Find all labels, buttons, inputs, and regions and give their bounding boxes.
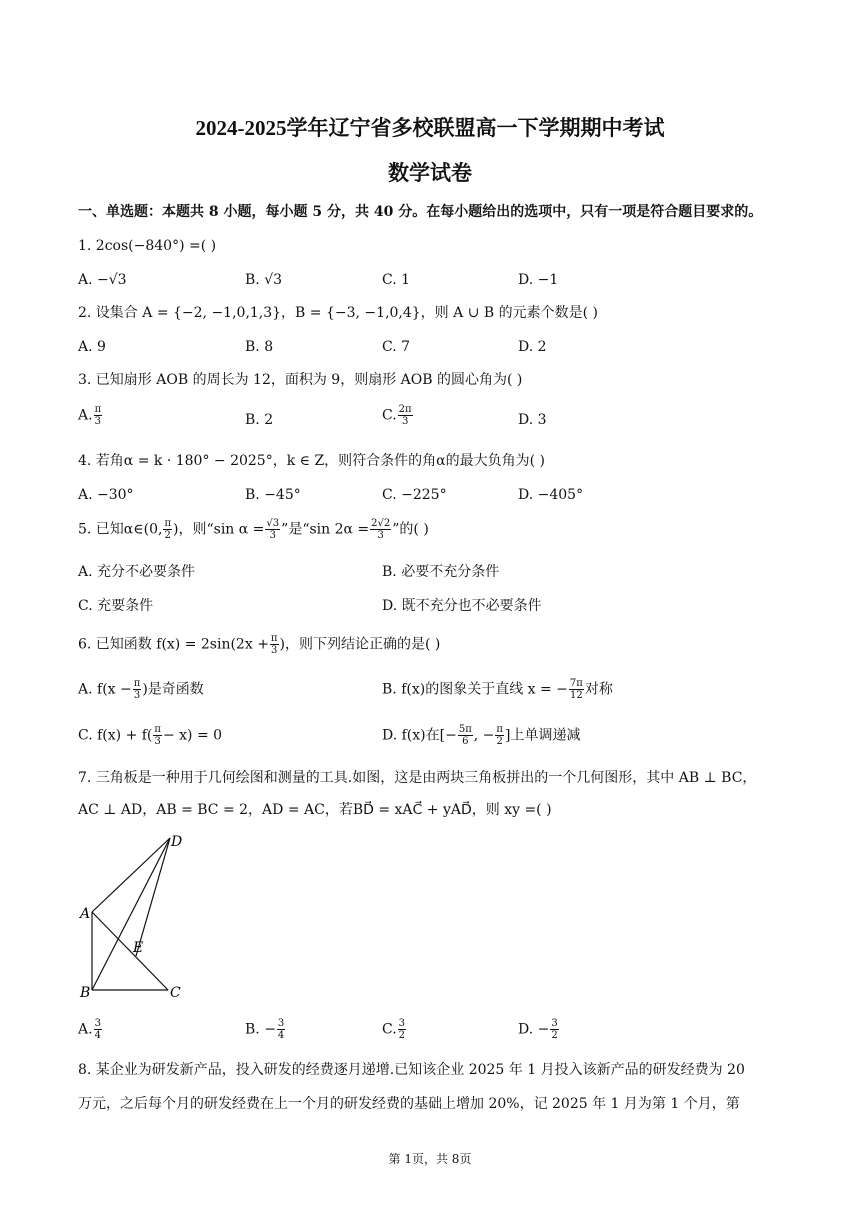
segment-ad: [92, 838, 170, 912]
q3-option-a-prefix: A.: [78, 407, 93, 424]
q6-option-a: [78, 678, 204, 701]
q5-option-c: C. 充要条件: [78, 598, 154, 614]
q6-option-a-part-b: )是奇函数: [142, 681, 204, 698]
fraction-numerator: 3: [94, 1018, 101, 1029]
q6-option-d-fraction-1: [458, 724, 473, 747]
q1-option-b: B. √3: [245, 272, 283, 288]
triangle-figure: [78, 830, 198, 1009]
label-a: A: [80, 906, 91, 922]
fraction-denominator: 4: [94, 1030, 101, 1041]
exam-title: 2024-2025学年辽宁省多校联盟高一下学期期中考试: [195, 116, 665, 140]
q6-option-d-fraction-2: [495, 724, 504, 747]
fraction-numerator: 3: [277, 1018, 285, 1029]
q3-option-a-fraction: [94, 404, 103, 427]
q7-option-d-fraction: [550, 1018, 558, 1041]
q5-option-b: B. 必要不充分条件: [382, 564, 500, 580]
fraction-denominator: 6: [462, 736, 469, 747]
q2-stem: 2. 设集合 A = {−2, −1,0,1,3}，B = {−3, −1,0,4}，则 A ∪ B 的元素个数是( ): [78, 305, 598, 321]
q7-stem-line-2: AC ⊥ AD，AB = BC = 2，AD = AC，若BD⃗ = xAC⃗ + yAD⃗，则 xy =( ): [78, 802, 552, 818]
q6-stem-part-a: 6. 已知函数 f(x) = 2sin(2x +: [78, 636, 269, 653]
label-c: C: [170, 985, 181, 1001]
q5-fraction-2: [370, 518, 391, 541]
q3-option-c: [382, 404, 414, 427]
q5-stem-fraction: [163, 518, 172, 541]
q3-option-c-fraction: [398, 404, 413, 427]
fraction-denominator: 3: [269, 530, 276, 541]
q2-option-c: C. 7: [382, 339, 411, 355]
fraction-denominator: 3: [377, 530, 384, 541]
fraction-numerator: 7π: [569, 678, 583, 689]
q7-option-c-fraction: [398, 1018, 406, 1041]
fraction-denominator: 3: [133, 690, 141, 701]
fraction-denominator: 12: [570, 690, 583, 701]
q3-option-d: D. 3: [518, 412, 547, 428]
q4-option-a: A. −30°: [78, 487, 134, 503]
q5-fraction-1: [265, 518, 280, 541]
q7-option-d-prefix: D. −: [518, 1021, 550, 1038]
q6-option-b-fraction: [569, 678, 584, 701]
fraction-numerator: 3: [551, 1018, 558, 1029]
fraction-numerator: π: [94, 404, 102, 415]
q6-option-c: [78, 724, 222, 747]
fraction-denominator: 2: [496, 736, 503, 747]
q3-option-b: B. 2: [245, 412, 274, 428]
q6-option-c-part-a: C. f(x) + f(: [78, 727, 153, 744]
segment-de: [136, 838, 170, 956]
q6-option-d: [382, 724, 580, 747]
segment-bd: [92, 838, 170, 990]
fraction-numerator: π: [133, 678, 141, 689]
fraction-denominator: 4: [277, 1030, 285, 1041]
exam-subtitle: 数学试卷: [388, 161, 472, 185]
q6-option-b-part-a: B. f(x)的图象关于直线 x = −: [382, 681, 568, 698]
q5-stem-part-a: 5. 已知α∈(0,: [78, 521, 163, 538]
q5-stem: [78, 518, 429, 541]
q7-option-b-prefix: B. −: [245, 1021, 276, 1038]
q8-stem-line-2: 万元，之后每个月的研发经费在上一个月的研发经费的基础上增加 20%，记 2025 年 1 月为第 1 个月，第: [78, 1096, 740, 1112]
section-heading: 一、单选题：本题共 8 小题，每小题 5 分，共 40 分。在每小题给出的选项中，只有一项是符合题目要求的。: [78, 204, 763, 220]
label-d: D: [171, 834, 183, 850]
fraction-denominator: 2: [164, 530, 171, 541]
q6-stem-part-b: )，则下列结论正确的是( ): [279, 636, 441, 653]
q3-option-c-prefix: C.: [382, 407, 397, 424]
q4-option-c: C. −225°: [382, 487, 447, 503]
q7-option-c: [382, 1018, 407, 1041]
q6-option-c-part-b: − x) = 0: [162, 727, 223, 744]
label-b: B: [80, 985, 91, 1001]
fraction-numerator: 2π: [398, 404, 412, 415]
fraction-numerator: π: [496, 724, 503, 735]
page-footer: 第 1页，共 8页: [388, 1152, 472, 1166]
fraction-numerator: √3: [266, 518, 280, 529]
q6-option-d-part-a: D. f(x)在[−: [382, 727, 457, 744]
segment-ac: [92, 912, 168, 990]
q6-stem-fraction: [270, 633, 279, 656]
fraction-denominator: 3: [94, 416, 102, 427]
q1-option-d: D. −1: [518, 272, 559, 288]
q6-option-b: [382, 678, 613, 701]
q6-stem: [78, 633, 440, 656]
q1-stem: 1. 2cos(−840°) =( ): [78, 238, 217, 254]
q4-option-b: B. −45°: [245, 487, 301, 503]
fraction-numerator: 5π: [458, 724, 472, 735]
q7-option-b: [245, 1018, 286, 1041]
fraction-numerator: π: [164, 518, 172, 529]
q7-option-d: [518, 1018, 560, 1041]
q6-option-b-part-b: 对称: [584, 681, 613, 698]
q6-option-d-mid: , −: [473, 727, 495, 744]
fraction-numerator: π: [154, 724, 161, 735]
fraction-numerator: 2√2: [371, 518, 391, 529]
q6-option-d-part-b: ]上单调递减: [504, 727, 581, 744]
q2-option-a: A. 9: [78, 339, 106, 355]
q5-stem-part-d: ”的( ): [392, 521, 429, 538]
label-e: E: [133, 940, 144, 956]
q2-option-b: B. 8: [245, 339, 274, 355]
q7-option-c-prefix: C.: [382, 1021, 397, 1038]
q4-option-d: D. −405°: [518, 487, 584, 503]
fraction-numerator: π: [270, 633, 278, 644]
triangle-diagram: [78, 830, 198, 1005]
q1-option-a: A. −√3: [78, 272, 127, 288]
fraction-denominator: 3: [271, 645, 278, 656]
q5-stem-part-b: )，则“sin α =: [173, 521, 265, 538]
fraction-numerator: 3: [398, 1018, 406, 1029]
q6-option-a-part-a: A. f(x −: [78, 681, 132, 698]
fraction-denominator: 3: [401, 416, 409, 427]
q5-option-d: D. 既不充分也不必要条件: [382, 598, 542, 614]
q7-stem-line-1: 7. 三角板是一种用于几何绘图和测量的工具.如图，这是由两块三角板拼出的一个几何图形，其中 AB ⊥ BC，: [78, 770, 757, 786]
q2-option-d: D. 2: [518, 339, 547, 355]
fraction-denominator: 2: [551, 1030, 558, 1041]
q4-stem: 4. 若角α = k · 180° − 2025°，k ∈ Z，则符合条件的角α的最大负角为( ): [78, 453, 546, 469]
q3-option-a: [78, 404, 103, 427]
q6-option-c-fraction: [153, 724, 162, 747]
q7-option-a: [78, 1018, 103, 1041]
q7-option-a-fraction: [94, 1018, 102, 1041]
q1-option-c: C. 1: [382, 272, 411, 288]
q6-option-a-fraction: [133, 678, 142, 701]
q3-stem: 3. 已知扇形 AOB 的周长为 12，面积为 9，则扇形 AOB 的圆心角为( ): [78, 372, 523, 388]
fraction-denominator: 2: [398, 1030, 406, 1041]
fraction-denominator: 3: [154, 736, 161, 747]
q7-option-a-prefix: A.: [78, 1021, 93, 1038]
q5-option-a: A. 充分不必要条件: [78, 564, 196, 580]
q5-stem-part-c: ”是“sin 2α =: [281, 521, 370, 538]
q8-stem-line-1: 8. 某企业为研发新产品，投入研发的经费逐月递增.已知该企业 2025 年 1 月投入该新产品的研发经费为 20: [78, 1062, 745, 1078]
q7-option-b-fraction: [277, 1018, 285, 1041]
